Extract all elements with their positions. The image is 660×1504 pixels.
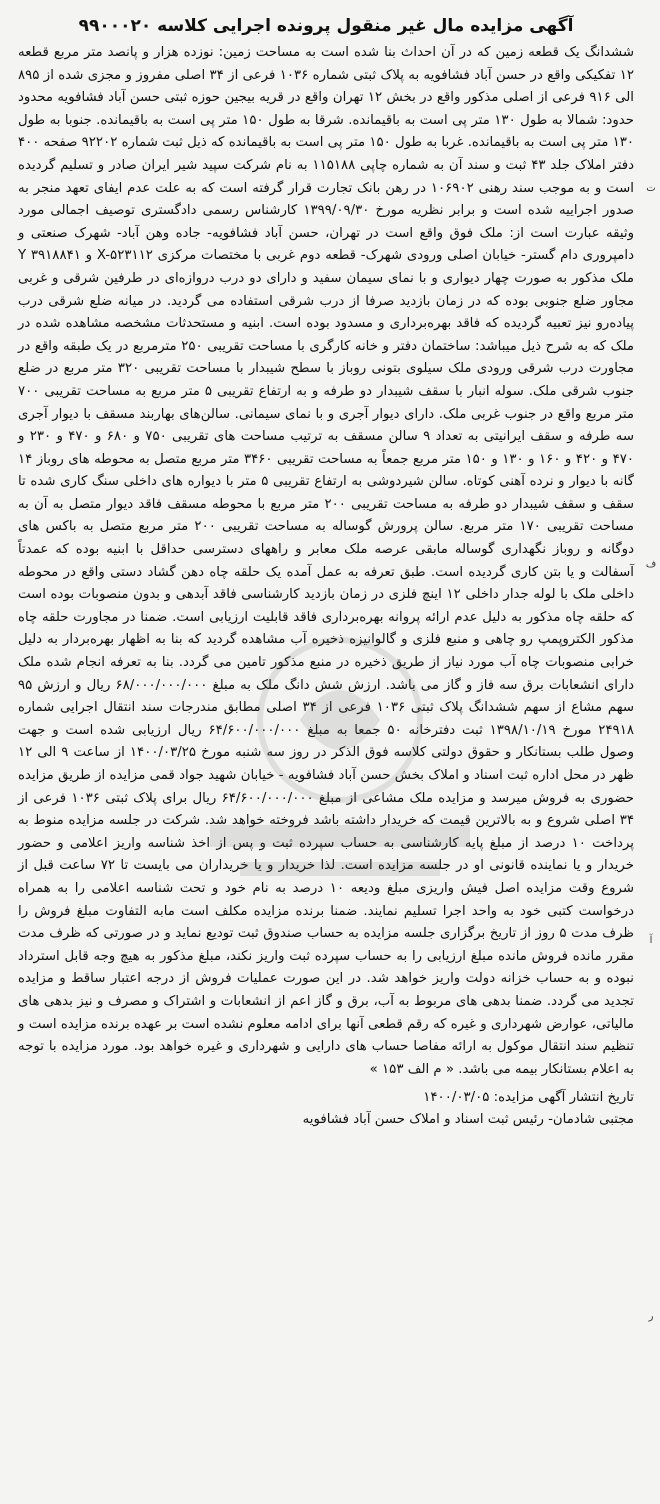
edge-char: ر [648,1310,654,1322]
edge-char: ف [645,558,657,570]
notice-title: آگهی مزایده مال غیر منقول پرونده اجرایی کلاسه ۹۹۰۰۰۲۰ [78,16,574,36]
cropped-edge-column [644,0,658,1504]
notice-body: ششدانگ یک قطعه زمین که در آن احداث بنا شده است به مساحت زمین: نوزده هزار و پانصد متر مربع قطعه ۱۲ تفکیکی واقع در حسن آباد فشافویه به پلاک ثبتی شماره ۱۰۳۶ فرعی از ۳۴ اصلی مفروز و مجزی شده از ۸۹۵ الی ۹۱۶ فرعی از اصلی مذکور واقع در بخش ۱۲ تهران واقع در قریه بیجین حوزه ثبتی حسن آباد فشافویه محدود حدود: شمالا به طول ۱۳۰ متر پی است به باقیمانده. شرقا به طول ۱۵۰ متر پی است به باقیمانده. جنوبا به طول ۱۳۰ متر پی است به باقیمانده. غربا به طول ۱۵۰ متر پی است به باقیمانده که ذیل ثبت شماره ۹۲۲۰۲ صفحه ۴۰۰ دفتر املاک جلد ۴۳ ثبت و سند آن به شماره چاپی ۱۱۵۱۸۸ به نام شرکت سپید شیر ایران صادر و تسلیم گردیده است و به موجب سند رهنی ۱۰۶۹۰۲ در رهن بانک تجارت قرار گرفته است که به علت عدم ایفای تعهد منجر به صدور اجراییه شده است و برابر نظریه مورخ ۱۳۹۹/۰۹/۳۰ کارشناس رسمی دادگستری توصیف اجمالی مورد وثیقه عبارت است از: ملک فوق واقع است در تهران، حسن آباد فشافویه- جاده وهن آباد- شهرک صنعتی و دامپروری دام گستر- خیابان اصلی ورودی شهرک- قطعه دوم غربی با مختصات مرکزی X-۵۲۳۱۱۲ و Y ۳۹۱۸۸۴۱ ملک مذکور به صورت چهار دیواری و با نمای سیمان سفید و دارای دو درب دروازه‌ای در طرفین شرقی و غربی مجاور ضلع جنوبی بوده که در زمان بازدید صرفا از درب شرقی استفاده می گردید. در میانه ضلع شرقی درب پیاده‌رو نیز تعبیه گردیده که فاقد بهره‌برداری و مسدود بوده است. ابنیه و مستحدثات مشخصه مشاهده شده در ملک که به شرح ذیل میباشد: ساختمان دفتر و خانه کارگری با مساحت تقریبی ۲۵۰ مترمربع در یک طبقه واقع در مجاورت درب شرقی ورودی ملک سیلوی بتونی روباز با سطح شیبدار با مساحت تقریبی ۳۲۰ متر مربع در ضلع جنوب شرقی ملک. سوله انبار با سقف شیبدار دو طرفه و به ارتفاع تقریبی ۵ متر مربع به مساحت تقریبی ۷۰۰ متر مربع واقع در جنوب غربی ملک. دارای دیوار آجری و با نمای سیمانی. سالن‌های بهاربند مسقف با دیوار آجری سه طرفه و سقف ایرانیتی به تعداد ۹ سالن مسقف به ترتیب مساحت های تقریبی ۷۵۰ و ۶۸۰ و ۴۷۰ و ۲۳۰ و ۴۷۰ و ۴۲۰ و ۱۶۰ و ۱۳۰ و ۱۵۰ متر مربع جمعاً به مساحت تقریبی ۳۴۶۰ متر مربع متصل به محوطه های روباز ۱۴ گانه با دیوار و نرده آهنی کوتاه. سالن شیردوشی به ارتفاع تقریبی ۵ متر با دیواره های داخلی سنگ کاری شده تا سقف و سقف شیبدار دو طرفه به مساحت تقریبی ۲۰۰ متر مربع با محوطه مسقف فاقد دیوار متصل به آن به مساحت تقریبی ۱۷۰ متر مربع. سالن پرورش گوساله به مساحت تقریبی ۲۰۰ متر مربع متصل به باکس های دوگانه و روباز نگهداری گوساله مابقی عرصه ملک معابر و راههای دسترسی حداقل با ابنیه بوده که عمدتاً آسفالت و یا بتن کاری گردیده است. طبق تعرفه به عمل آمده یک حلقه چاه دهن گشاد دستی واقع در محوطه داخلی ملک با لوله جدار داخلی ۱۲ اینچ فلزی در زمان بازدید کارشناسی فاقد آبدهی و بدون منصوبات بوده است که حلقه چاه مذکور به دلیل عدم ارائه پروانه بهره‌برداری فاقد قابلیت ارزیابی است. ضمنا در مجاورت حلقه چاه مذکور الکتروپمپ رو چاهی و منبع فلزی و گالوانیزه ذخیره آب مشاهده گردید که بنا به اظهار بهره‌بردار به دلیل خرابی منصوبات چاه آب مورد نیاز از طریق ذخیره در منبع مذکور تامین می گردد. بنا به تعرفه انجام شده ملک دارای انشعابات برق سه فاز و گاز می باشد. ارزش شش دانگ ملک به مبلغ ۶۸/۰۰۰/۰۰۰/۰۰۰ ریال و ارزش ۹۵ سهم مشاع از سهم ششدانگ پلاک ثبتی ۱۰۳۶ فرعی از ۳۴ اصلی مطابق مندرجات سند انتقال اجرایی شماره ۲۴۹۱۸ مورخ ۱۳۹۸/۱۰/۱۹ ثبت دفترخانه ۵۰ جمعا به مبلغ ۶۴/۶۰۰/۰۰۰/۰۰۰ ریال ارزیابی شده است و جهت وصول طلب بستانکار و حقوق دولتی کلاسه فوق الذکر در روز سه شنبه مورخ ۱۴۰۰/۰۳/۲۵ از ساعت ۹ الی ۱۲ ظهر در محل اداره ثبت اسناد و املاک بخش حسن آباد فشافویه - خیابان شهید جواد قمی مزایده از طریق مزایده حضوری به فروش میرسد و مزایده ملک مشاعی از مبلغ ۶۴/۶۰۰/۰۰۰/۰۰۰ ریال برای پلاک ثبتی ۱۰۳۶ فرعی از ۳۴ اصلی شروع و به بالاترین قیمت که خریدار داشته باشد فروخته خواهد شد. شرکت در جلسه مزایده منوط به پرداخت ۱۰ درصد از مبلغ پایه کارشناسی به حساب سپرده ثبت و پس از اخذ شناسه واریز اعلامی و حضور خریدار و یا نماینده قانونی او در جلسه مزایده است. لذا خریدار و یا خریداران می بایست تا ۷۲ ساعت قبل از شروع وقت مزایده اصل فیش واریزی مبلغ ودیعه ۱۰ درصد به نام خود و تحت شناسه اعلامی را به همراه درخواست کتبی خود به واحد اجرا تسلیم نمایند. ضمنا برنده مزایده مکلف است مابه التفاوت مبلغ فروش را ظرف مدت ۵ روز از تاریخ برگزاری جلسه مزایده به حساب صندوق ثبت تودیع نماید و در صورتی که ظرف مدت مقرر مانده فروش مانده مبلغ ارزیابی را به حساب سپرده ثبت واریز نکند، مبلغ مذکور به هیچ وجه قابل استرداد نبوده و به حساب خزانه دولت واریز خواهد شد. در این صورت عملیات فروش از درجه اعتبار ساقط و مزایده تجدید می گردد. ضمنا بدهی های مربوط به آب، برق و گاز اعم از انشعابات و اشتراک و مصرف و نیز بدهی های مالیاتی، عوارض شهرداری و غیره که رقم قطعی آنها برای ادامه معلوم نشده است بر عهده برنده مزایده است و تنظیم سند انتقال موکول به ارائه مفاصا حساب های دارایی و شهرداری و غیره خواهد بود. مورد مزایده با توجه به اعلام بستانکار بیمه می باشد. « م الف ۱۵۳ » [18,45,635,1077]
edge-char: ت [646,182,656,194]
signature-line: مجتبی شادمان- رئیس ثبت اسناد و املاک حسن آباد فشافویه [302,1112,634,1128]
publish-date: تاریخ انتشار آگهی مزایده: ۱۴۰۰/۰۳/۰۵ [423,1090,634,1106]
notice-footer [18,1087,634,1131]
edge-char: آ [649,934,653,946]
